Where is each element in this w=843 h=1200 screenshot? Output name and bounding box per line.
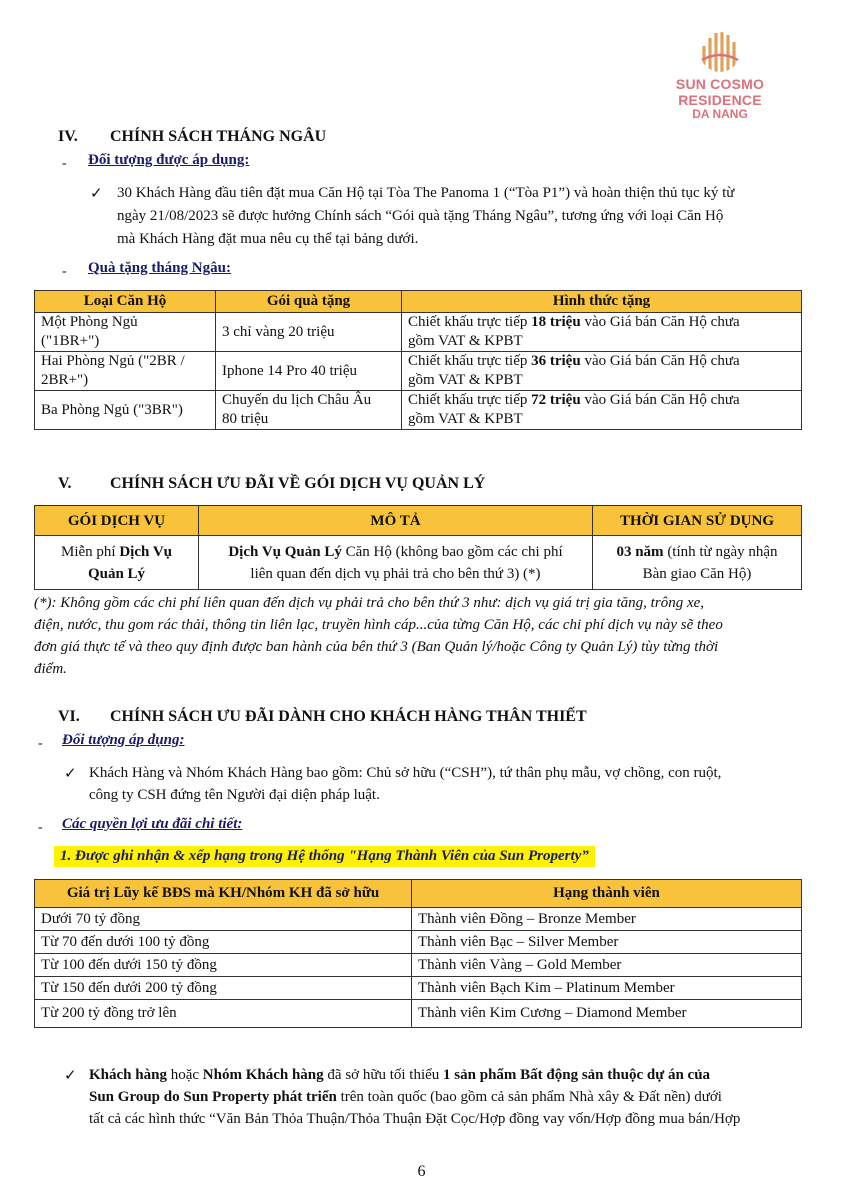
subheading-eligible: Đối tượng được áp dụng: [88, 152, 250, 168]
table-row [35, 536, 802, 590]
logo-emblem-icon [698, 30, 742, 74]
paragraph-line [89, 1086, 722, 1108]
cell-text: Một Phòng Ngủ [41, 314, 138, 330]
section-v-heading [58, 475, 485, 493]
section-number: VI. [58, 708, 80, 725]
cell-text: 2BR+") [41, 372, 89, 388]
section-title: CHÍNH SÁCH ƯU ĐÃI VỀ GÓI DỊCH VỤ QUẢN LÝ [110, 475, 486, 492]
footnote-line: đơn giá thực tế và theo quy định được ban hành của bên thứ 3 (Ban Quản lý/hoặc Công ty Quản Lý) tùy từng thời [34, 639, 719, 655]
logo-line-1: SUN COSMO RESIDENCE [675, 76, 765, 108]
section-number: V. [58, 475, 72, 492]
paragraph-line: Khách Hàng và Nhóm Khách Hàng bao gồm: Chủ sở hữu (“CSH”), tứ thân phụ mẫu, vợ chồng, con ruột, [89, 765, 722, 781]
table-header: THỜI GIAN SỬ DỤNG [593, 506, 802, 536]
table-header: GÓI DỊCH VỤ [35, 506, 199, 536]
footnote-line: điểm. [34, 661, 67, 677]
table-header: Loại Căn Hộ [35, 291, 216, 313]
cell-text: Ba Phòng Ngủ ("3BR") [35, 391, 216, 430]
footnote-line: (*): Không gồm các chi phí liên quan đến dịch vụ phải trả cho bên thứ 3 như: dịch vụ giá trị gia tăng, trông xe, [34, 595, 705, 611]
cell-text: Từ 150 đến dưới 200 tỷ đồng [35, 977, 412, 1000]
check-icon: ✓ [90, 186, 103, 202]
table-header: Hạng thành viên [412, 880, 802, 908]
section-title: CHÍNH SÁCH ƯU ĐÃI DÀNH CHO KHÁCH HÀNG THÂN THIẾT [110, 708, 587, 725]
logo-line-2: DA NANG [692, 107, 748, 121]
cell-text: Từ 70 đến dưới 100 tỷ đồng [35, 931, 412, 954]
table-header: Giá trị Lũy kế BĐS mà KH/Nhóm KH đã sở hữu [35, 880, 412, 908]
cell-text: Dưới 70 tỷ đồng [35, 908, 412, 931]
text-run: hoặc [166, 1067, 203, 1083]
cell-text: gồm VAT & KPBT [408, 372, 523, 388]
table-row [35, 954, 802, 977]
cell-text: Thành viên Bạch Kim – Platinum Member [412, 977, 802, 1000]
footnote-line: điện, nước, thu gom rác thải, thông tin liên lạc, truyền hình cáp...của từng Căn Hộ, các chi phí dịch vụ này sẽ theo [34, 617, 723, 633]
cell-text: liên quan đến dịch vụ phải trả cho bên thứ 3) (*) [250, 565, 541, 582]
bullet-dash: - [38, 736, 43, 751]
table-row [35, 352, 802, 391]
cell-text: (tính từ ngày nhận [663, 543, 778, 560]
cell-text: Từ 200 tỷ đồng trở lên [35, 1000, 412, 1028]
cell-text: Căn Hộ (không bao gồm các chi phí [341, 543, 563, 560]
check-icon: ✓ [64, 766, 77, 782]
text-run: trên toàn quốc (bao gồm cả sản phẩm Nhà xây & Đất nền) dưới [336, 1089, 722, 1105]
cell-text: Hai Phòng Ngủ ("2BR / [41, 353, 185, 369]
cell-text: gồm VAT & KPBT [408, 333, 523, 349]
bullet-dash: - [38, 820, 43, 835]
text-run: đã sở hữu tối thiểu [323, 1067, 444, 1083]
bullet-dash: - [62, 264, 67, 279]
cell-text: 80 triệu [222, 411, 269, 427]
bullet-dash: - [62, 156, 67, 171]
table-header: Hình thức tặng [402, 291, 802, 313]
highlighted-item: 1. Được ghi nhận & xếp hạng trong Hệ thống "Hạng Thành Viên của Sun Property” [54, 846, 595, 867]
cell-text: Chiết khấu trực tiếp [408, 392, 532, 408]
table-row [35, 977, 802, 1000]
table-row [35, 931, 802, 954]
membership-table [34, 879, 802, 1028]
cell-text: Chuyến du lịch Châu Âu [222, 392, 372, 408]
cell-text: vào Giá bán Căn Hộ chưa [580, 314, 740, 330]
cell-text: Thành viên Vàng – Gold Member [412, 954, 802, 977]
cell-text: Quản Lý [87, 565, 146, 582]
cell-text: Chiết khấu trực tiếp [408, 353, 532, 369]
cell-text: Iphone 14 Pro 40 triệu [216, 352, 402, 391]
cell-text: Từ 100 đến dưới 150 tỷ đồng [35, 954, 412, 977]
cell-text: Thành viên Kim Cương – Diamond Member [412, 1000, 802, 1028]
subheading-benefits: Các quyền lợi ưu đãi chi tiết: [62, 816, 243, 832]
text-bold: Sun Group do Sun Property phát triển [89, 1089, 337, 1105]
table-header: MÔ TẢ [199, 506, 593, 536]
cell-text: 36 triệu [531, 353, 581, 369]
table-row [35, 908, 802, 931]
paragraph-line: mà Khách Hàng đặt mua nêu cụ thể tại bảng dưới. [117, 231, 419, 247]
cell-text: 18 triệu [531, 314, 581, 330]
service-table [34, 505, 802, 590]
section-vi-heading [58, 708, 587, 726]
paragraph-line: tất cả các hình thức “Văn Bản Thỏa Thuận/Thỏa Thuận Đặt Cọc/Hợp đồng vay vốn/Hợp đồng mua bán/Hợp [89, 1111, 741, 1127]
cell-text: Bàn giao Căn Hộ) [642, 565, 752, 582]
gift-table [34, 290, 802, 430]
cell-text: Miễn phí [61, 543, 120, 560]
table-header: Gói quà tặng [216, 291, 402, 313]
text-bold: Khách hàng [89, 1067, 167, 1083]
cell-text: ("1BR+") [41, 333, 100, 349]
cell-text: 3 chỉ vàng 20 triệu [216, 313, 402, 352]
paragraph-line: 30 Khách Hàng đầu tiên đặt mua Căn Hộ tại Tòa The Panoma 1 (“Tòa P1”) và hoàn thiện thủ tục ký từ [117, 185, 735, 201]
cell-text: vào Giá bán Căn Hộ chưa [580, 353, 740, 369]
section-title: CHÍNH SÁCH THÁNG NGÂU [110, 128, 327, 145]
check-icon: ✓ [64, 1068, 77, 1084]
paragraph-line [89, 1064, 710, 1086]
table-row [35, 391, 802, 430]
table-row [35, 1000, 802, 1028]
cell-text: vào Giá bán Căn Hộ chưa [580, 392, 740, 408]
cell-text: Dịch Vụ [119, 543, 172, 560]
text-bold: 1 sản phẩm Bất động sản thuộc dự án của [443, 1067, 711, 1083]
cell-text: Thành viên Bạc – Silver Member [412, 931, 802, 954]
section-iv-heading [58, 128, 326, 146]
cell-text: gồm VAT & KPBT [408, 411, 523, 427]
cell-text: 72 triệu [531, 392, 581, 408]
paragraph-line: ngày 21/08/2023 sẽ được hưởng Chính sách “Gói quà tặng Tháng Ngâu”, tương ứng với loại Căn Hộ [117, 208, 724, 224]
page-number: 6 [417, 1163, 426, 1180]
cell-text: Dịch Vụ Quản Lý [228, 543, 342, 560]
cell-text: Chiết khấu trực tiếp [408, 314, 532, 330]
cell-text: Thành viên Đồng – Bronze Member [412, 908, 802, 931]
subheading-eligible: Đối tượng áp dụng: [62, 732, 185, 748]
paragraph-line: công ty CSH đứng tên Người đại diện pháp luật. [89, 787, 380, 803]
table-row [35, 313, 802, 352]
cell-text: 03 năm [616, 543, 664, 560]
brand-logo [640, 30, 800, 121]
text-bold: Nhóm Khách hàng [202, 1067, 324, 1083]
subheading-gifts: Quà tặng tháng Ngâu: [88, 260, 231, 276]
section-number: IV. [58, 128, 78, 145]
